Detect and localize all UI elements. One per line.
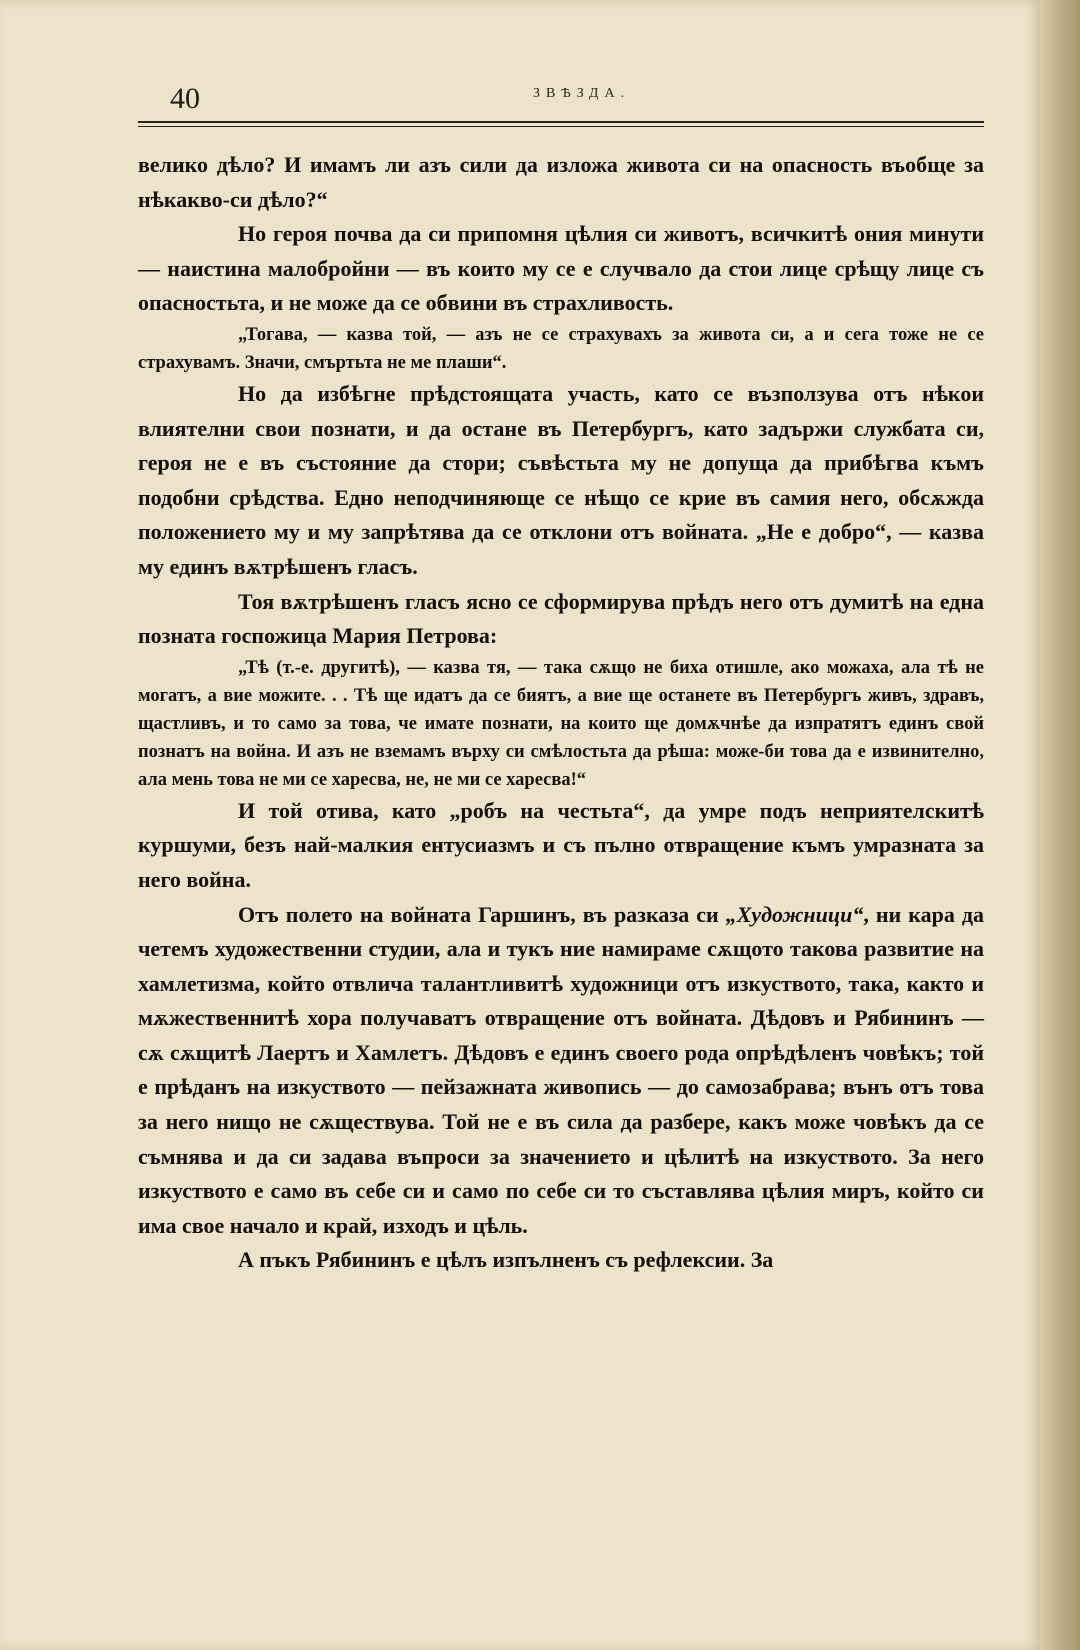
paragraph-text: , ни кара да четемъ художественни студии, ала и тукъ ние намираме сѫщото такова развитие на хамлетизма, който отвлича талантливитѣ художници отъ изкуството, така, както и мѫжественнитѣ хора получаватъ отвращение отъ войната. Дѣдовъ и Рябининъ — сѫ сѫщитѣ Лаертъ и Хамлетъ. Дѣдовъ е единъ своего рода опрѣдѣленъ човѣкъ; той е прѣданъ на изкуството — пейзажната живопись — до самозабрава; вънъ отъ това за него нищо не сѫществува. Той не е въ сила да разбере, какъ може човѣкъ да се съмнява и да си задава въпроси за значението и цѣлитѣ на изкуството. За него изкуството е само въ себе си и само по себе си то съставлява цѣлия миръ, който си има свое начало и край, изходъ и цѣль.	[138, 901, 984, 1238]
paragraph: Тоя вѫтрѣшенъ гласъ ясно се сформирува прѣдъ него отъ думитѣ на една позната госпожица Мария Петрова:	[138, 588, 984, 649]
quotation: „Тѣ (т.-е. другитѣ), — казва тя, — така сѫщо не биха отишле, ако можаха, ала тѣ не могатъ, а вие можите. . . Тѣ ще идатъ да се биятъ, а вие ще останете въ Петербургъ живъ, здравъ, щастливъ, и то само за това, че имате познати, на които ще домѫчнѣе да изпратятъ единъ свой познатъ на война. И азъ не вземамъ върху си смѣлостьта да рѣша: може-би това да е извинително, ала мень това не ми се харесва, не, не ми се харесва!“	[138, 657, 984, 790]
paragraph: И той отива, като „робъ на честьта“, да умре подъ неприятелскитѣ куршуми, безъ най-малкия ентусиазмъ и съ пълно отвращение къмъ умразната за него война.	[138, 797, 984, 892]
header-rule	[138, 121, 984, 127]
quotation: „Тогава, — казва той, — азъ не се страхувахъ за живота си, а и сега тоже не се страхувамъ. Значи, смъртьта не ме плаши“.	[138, 324, 984, 373]
page-number: 40	[170, 82, 200, 115]
page-edge	[1040, 0, 1080, 1650]
body-text	[138, 148, 984, 1278]
paragraph-with-title	[138, 898, 984, 1244]
paragraph-continuation: велико дѣло? И имамъ ли азъ сили да изложа живота си на опасность въобще за нѣкакво-си дѣло?“	[138, 152, 984, 212]
story-title: „Художници“	[725, 901, 864, 927]
paragraph-text: Отъ полето на войната Гаршинъ, въ разказа си	[238, 901, 726, 927]
paragraph: А пъкъ Рябининъ е цѣлъ изпълненъ съ рефлексии. За	[238, 1247, 774, 1273]
page-header	[138, 78, 988, 118]
running-title: ЗВѢЗДА.	[533, 86, 631, 101]
paragraph: Но героя почва да си припомня цѣлия си животъ, всичкитѣ ония минути — наистина малобройни — въ които му се е случвало да стои лице срѣщу лице съ опасностьта, и не може да се обвини въ страхливость.	[138, 221, 984, 316]
paragraph: Но да избѣгне прѣдстоящата участь, като се възползува отъ нѣкои влиятелни свои познати, и да остане въ Петербургъ, като задържи службата си, героя не е въ състояние да стори; съвѣстьта му не допуща да прибѣгва къмъ подобни срѣдства. Едно неподчиняюще се нѣщо се крие въ самия него, обсѫжда положението му и му запрѣтява да се отклони отъ войната. „Не е добро“, — казва му единъ вѫтрѣшенъ гласъ.	[138, 380, 984, 579]
